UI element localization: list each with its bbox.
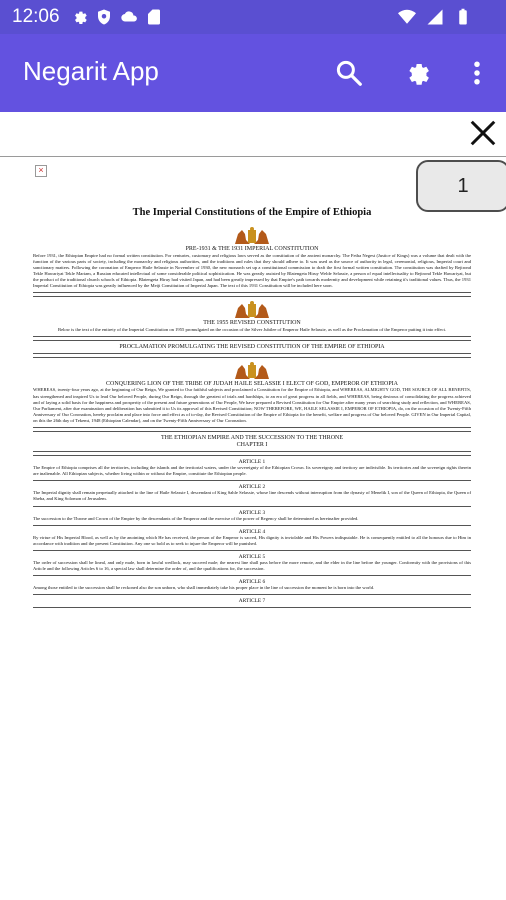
section-pre-heading: PRE-1931 & THE 1931 IMPERIAL CONSTITUTION bbox=[185, 246, 319, 252]
document-view[interactable] bbox=[0, 157, 506, 877]
article bbox=[33, 484, 471, 502]
chapter-label: CHAPTER I bbox=[236, 441, 268, 448]
article-text: Among those entitled to the succession shall be reckoned also the son unborn, who shall immediately take his proper place in the line of succession the moment he is born into the world. bbox=[33, 585, 375, 591]
proclamation-text: WHEREAS, twenty-four years ago, at the beginning of Our Reign, We granted to Our faithful subjects and proclaimed a Constitution for the Empire of Ethiopia, and WHEREAS, ALMIGHTY GOD, THE SOURCE OF ALL BENEFITS, has strengthened and inspired Us to lead Our beloved People, during Our Reign, through the greatest of trials and hardships, to an era of great progress in all fields, and WHEREAS, being desirous of consolidating the progress achieved and of laying a solid basis for the happiness and prosperity of the present and future generations of Our People, We have prepared a Revised Constitution for Our Empire after many years of searching study and reflection, and WHEREAS, Our Parliament, after due examination and deliberation has submitted it to Us its approval of this Revised Constitution; NOW THEREFORE, WE, HAILE SELASSIE I, EMPEROR OF ETHIOPIA, do, on the occasion of the Twenty-Fifth Anniversary of Our Coronation, hereby proclaim and place into force and effect as of to-day, the Revised Constitution of the Empire of Ethiopia for the benefit, welfare and progress of Our beloved People. GIVEN in Our Imperial Capital, on this the 26th day of Tekemt, 1948 (Ethiopian Calendar), and on the Twenty-Fifth Anniversary of Our Coronation. bbox=[33, 387, 471, 423]
article-text: By virtue of His Imperial Blood, as well as by the anointing which He has received, the person of the Emperor is sacred, His dignity is inviolable and His Powers indisputable. He is consequently entitled to all the honours due to Him in accordance with tradition and the present Constitution. Any one so bold as to seek to injure the Emperor will be punished. bbox=[33, 534, 471, 546]
status-bar bbox=[0, 0, 506, 34]
signal-icon bbox=[426, 8, 444, 26]
lion-emblem-icon bbox=[232, 226, 272, 246]
article bbox=[33, 598, 471, 604]
article bbox=[33, 510, 471, 522]
article-label: ARTICLE 1 bbox=[238, 459, 266, 466]
article-label: ARTICLE 4 bbox=[238, 528, 266, 535]
document-body bbox=[33, 207, 471, 611]
status-icons-left bbox=[70, 8, 163, 26]
article-text: The order of succession shall be lineal, and only male, born in lawful wedlock, may succeed male; the nearest line shall pass before the more remote, and the elder in the line before the younger. Conformity with the provisions of this Article and the following Articles 6 to 16, a special law shall determine the order of, and the qualifications for, the succession. bbox=[33, 559, 471, 571]
close-button[interactable] bbox=[468, 118, 498, 148]
cloud-icon bbox=[120, 8, 138, 26]
divider bbox=[33, 353, 471, 358]
section-1955-text: Below is the text of the entirety of the Imperial Constitution on 1955 promulgated on the occasion of the Silver Jubilee of Emperor Haile Selassie, as well as the Proclamation of the Emperor putting it into effect. bbox=[58, 326, 446, 332]
article-label: ARTICLE 5 bbox=[238, 553, 266, 560]
divider bbox=[33, 525, 471, 526]
divider bbox=[33, 336, 471, 341]
status-time: 12:06 bbox=[12, 6, 60, 27]
close-icon bbox=[468, 118, 498, 148]
divider bbox=[33, 480, 471, 481]
divider bbox=[33, 506, 471, 507]
article-text: The Empire of Ethiopia comprises all the territories, including the islands and the territorial waters, under the sovereignty of the Ethiopian Crown. Its sovereignty and territory are indivisible. Its territories and the sovereign rights therein are inalienable. All Ethiopian subjects, whether living within or without the Empire, constitute the Ethiopian people. bbox=[33, 465, 471, 477]
article-label: ARTICLE 3 bbox=[238, 509, 266, 516]
search-button[interactable] bbox=[334, 58, 364, 88]
divider bbox=[33, 451, 471, 456]
app-title: Negarit App bbox=[23, 56, 159, 86]
section-pre-text: Before 1931, the Ethiopian Empire had no formal written constitution. For centuries, customary and religious laws served as the constitution of the ancient monarchy. The Fetha Negest (Justice of Kings) was a volume that dealt with the function of the various parts of society, including the monarchy and religious authorities, and the traditions and rules that they should adhere to. It was used as the source of authority in legal, ceremonial, religious, Imperial court and sanctionary matters. Following the coronation of Emperor Haile Selassie in November of 1930, the new monarch set up a constitutional commission to draft the first formal written constitution. The constitution was drafted by Bejirond Tekle Hawariyat Tekle Mariam, a Russian educated intellectual of some considerable political sophistication. He was greatly assisted by Blatengeta Hiruy Welde Selassie, a person of equal intellectuality to Bejirond Tekle Hawariyat, but the product of the traditional church schools of Ethiopia. Blatengeta Hiruy had visited Japan, and had been greatly impressed by that Empire's path towards modernity and development while retaining it's traditional values. Thus, the 1931 Imperial Constitution of Ethiopia was greatly influenced by the Meiji Constitution of Imperial Japan. The text of this 1931 Constitution will be included here soon. bbox=[33, 252, 471, 289]
wifi-icon bbox=[398, 8, 416, 26]
more-vert-icon bbox=[462, 58, 492, 88]
article bbox=[33, 554, 471, 572]
settings-button[interactable] bbox=[401, 58, 431, 88]
article-label: ARTICLE 7 bbox=[238, 598, 266, 605]
article-label: ARTICLE 6 bbox=[238, 579, 266, 586]
broken-image-icon: × bbox=[35, 165, 47, 177]
lion-emblem-icon bbox=[232, 361, 272, 381]
page-number-badge: 1 bbox=[416, 160, 506, 212]
chapter-heading: THE ETHIOPIAN EMPIRE AND THE SUCCESSION TO THE THRONE bbox=[160, 435, 344, 441]
sim-card-icon bbox=[145, 8, 163, 26]
battery-icon bbox=[454, 8, 472, 26]
search-icon bbox=[334, 58, 364, 88]
proclamation-heading: PROCLAMATION PROMULGATING THE REVISED CONSTITUTION OF THE EMPIRE OF ETHIOPIA bbox=[119, 343, 385, 350]
article bbox=[33, 529, 471, 547]
article-label: ARTICLE 2 bbox=[238, 484, 266, 491]
divider bbox=[33, 292, 471, 297]
shield-icon bbox=[95, 8, 113, 26]
divider bbox=[33, 594, 471, 595]
more-options-button[interactable] bbox=[462, 58, 492, 88]
conquering-heading: CONQUERING LION OF THE TRIBE OF JUDAH HAILE SELASSIE I ELECT OF GOD, EMPEROR OF ETHIOPIA bbox=[105, 380, 398, 387]
settings-icon bbox=[401, 58, 431, 88]
article-text: The Imperial dignity shall remain perpetually attached to the line of Haile Selassie I, descendant of King Sahle Selassie, whose line descends without interruption from the dynasty of Menelik I, son of the Queen of Ethiopia, the Queen of Sheba, and King Solomon of Jerusalem. bbox=[33, 490, 471, 502]
section-1955-heading: THE 1955 REVISED CONSTITUTION bbox=[203, 320, 301, 327]
divider bbox=[33, 427, 471, 432]
article bbox=[33, 579, 471, 591]
divider bbox=[33, 575, 471, 576]
divider bbox=[33, 550, 471, 551]
lion-emblem-icon bbox=[232, 300, 272, 320]
article bbox=[33, 459, 471, 477]
document-title: The Imperial Constitutions of the Empire of Ethiopia bbox=[132, 207, 372, 218]
status-icons-right bbox=[398, 8, 472, 26]
gesture-bar bbox=[0, 877, 506, 900]
article-text: The succession to the Throne and Crown of the Empire by the descendants of the Emperor and the exercise of the power of Regency shall be determined as hereinafter provided. bbox=[33, 515, 359, 521]
divider bbox=[33, 607, 471, 608]
sub-header bbox=[0, 112, 506, 157]
app-bar bbox=[0, 34, 506, 112]
gear-icon bbox=[70, 8, 88, 26]
